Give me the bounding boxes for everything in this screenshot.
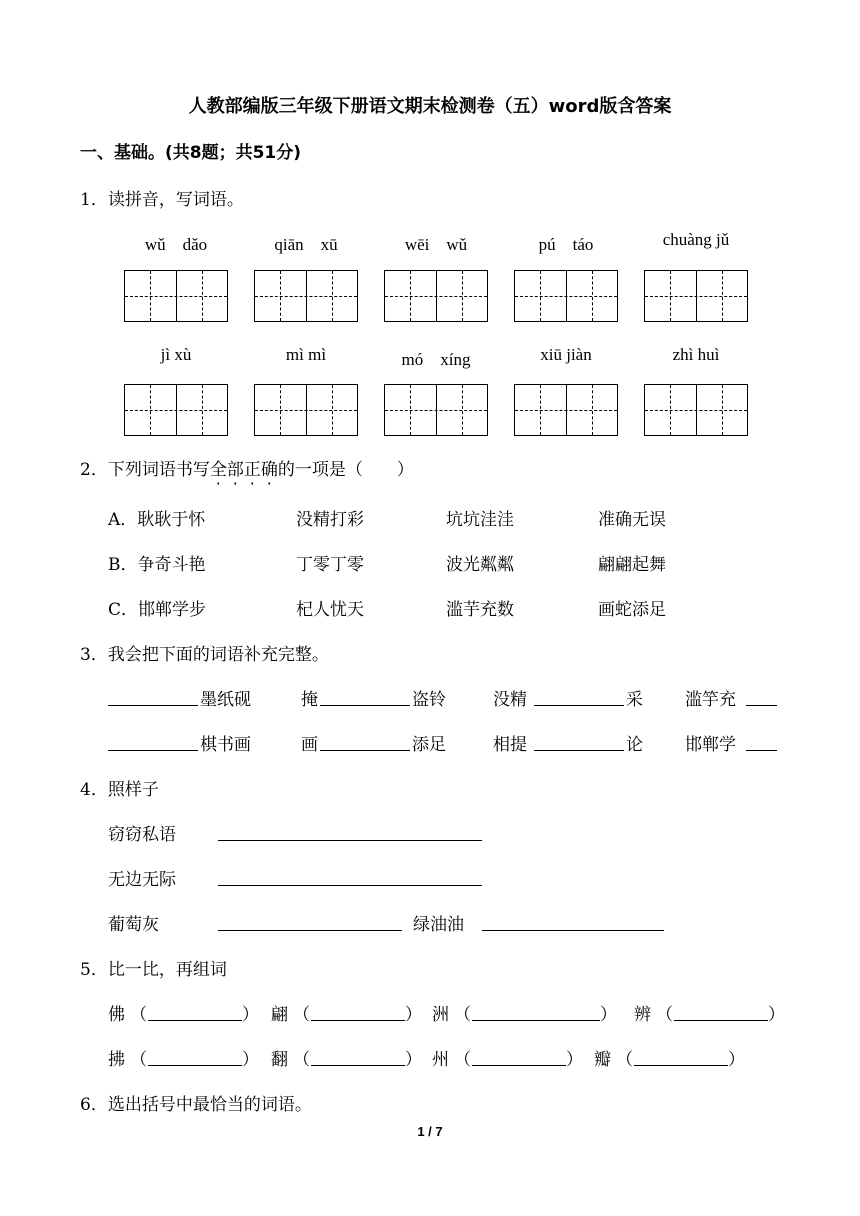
- left-paren: （: [454, 1050, 471, 1070]
- option-label[interactable]: A．耿耿于怀: [108, 510, 206, 530]
- option-word: 没精打彩: [296, 510, 364, 530]
- compare-char: 翩: [271, 1005, 288, 1025]
- idiom-part: 画: [301, 735, 318, 755]
- idiom-part: 棋书画: [200, 735, 251, 755]
- option-label[interactable]: C．邯郸学步: [108, 600, 207, 620]
- option-word: 滥芋充数: [446, 600, 514, 620]
- word-blank[interactable]: [472, 1002, 600, 1021]
- option-word: 画蛇添足: [598, 600, 666, 620]
- question-1-label: 1．读拼音，写词语。: [80, 190, 244, 210]
- q4-example-1: 窃窃私语: [108, 825, 176, 845]
- word-blank[interactable]: [674, 1002, 768, 1021]
- pinyin-label: wǔ dǎo: [144, 235, 208, 254]
- writing-grid[interactable]: [124, 384, 228, 436]
- question-2-suffix: 的一项是（ ）: [277, 460, 414, 480]
- page-number: 1 / 7: [417, 1124, 443, 1139]
- question-6-label: 6．选出括号中最恰当的词语。: [80, 1095, 312, 1115]
- fill-blank[interactable]: [320, 732, 410, 751]
- writing-grid[interactable]: [254, 270, 358, 322]
- compare-char: 佛: [108, 1005, 125, 1025]
- pinyin-label: mó xíng: [401, 350, 471, 369]
- document-title: 人教部编版三年级下册语文期末检测卷（五）word版含答案: [188, 96, 672, 117]
- right-paren: ）: [728, 1050, 745, 1070]
- writing-grid[interactable]: [514, 384, 618, 436]
- q4-answer-line-1[interactable]: [218, 822, 482, 841]
- emphasis-char: 确: [260, 460, 278, 480]
- fill-blank[interactable]: [108, 732, 198, 751]
- idiom-part: 采: [626, 690, 643, 710]
- fill-blank[interactable]: [534, 732, 624, 751]
- word-blank[interactable]: [472, 1047, 566, 1066]
- left-paren: （: [656, 1005, 673, 1025]
- right-paren: ）: [405, 1050, 422, 1070]
- fill-blank[interactable]: [746, 732, 777, 751]
- q4-answer-line-2[interactable]: [218, 867, 482, 886]
- fill-blank[interactable]: [534, 687, 624, 706]
- q4-example-2: 无边无际: [108, 870, 176, 890]
- question-2-emphasis: [210, 460, 278, 480]
- writing-grid[interactable]: [384, 384, 488, 436]
- idiom-part: 滥竽充: [685, 690, 736, 710]
- q4-answer-line-3[interactable]: [218, 912, 402, 931]
- option-word: 杞人忧天: [296, 600, 364, 620]
- compare-char: 辨: [634, 1005, 651, 1025]
- idiom-part: 墨纸砚: [200, 690, 251, 710]
- left-paren: （: [293, 1050, 310, 1070]
- pinyin-label: xiū jiàn: [540, 345, 592, 364]
- option-word: 坑坑洼洼: [446, 510, 514, 530]
- writing-grid[interactable]: [514, 270, 618, 322]
- question-5-label: 5．比一比，再组词: [80, 960, 227, 980]
- word-blank[interactable]: [311, 1047, 405, 1066]
- option-word: 准确无误: [598, 510, 666, 530]
- q4-answer-line-4[interactable]: [482, 912, 664, 931]
- section-heading-basics: 一、基础。(共8题；共51分): [80, 143, 302, 163]
- pinyin-label: mì mì: [285, 345, 327, 364]
- left-paren: （: [616, 1050, 633, 1070]
- right-paren: ）: [242, 1005, 259, 1025]
- left-paren: （: [130, 1005, 147, 1025]
- option-label[interactable]: B．争奇斗艳: [108, 555, 206, 575]
- right-paren: ）: [405, 1005, 422, 1025]
- option-word: 翩翩起舞: [598, 555, 666, 575]
- writing-grid[interactable]: [254, 384, 358, 436]
- question-2-prefix: 2．下列词语书写: [80, 460, 210, 480]
- writing-grid[interactable]: [644, 384, 748, 436]
- idiom-part: 邯郸学: [685, 735, 736, 755]
- right-paren: ）: [242, 1050, 259, 1070]
- q4-example-3: 葡萄灰: [108, 915, 159, 935]
- pinyin-label: jì xù: [160, 345, 192, 364]
- right-paren: ）: [600, 1005, 617, 1025]
- emphasis-char: 正: [243, 460, 261, 480]
- compare-char: 瓣: [594, 1050, 611, 1070]
- idiom-part: 论: [626, 735, 643, 755]
- left-paren: （: [454, 1005, 471, 1025]
- word-blank[interactable]: [148, 1002, 242, 1021]
- idiom-part: 添足: [412, 735, 446, 755]
- emphasis-char: 全: [209, 460, 227, 480]
- fill-blank[interactable]: [746, 687, 777, 706]
- compare-char: 州: [432, 1050, 449, 1070]
- pinyin-label: wēi wǔ: [404, 235, 468, 254]
- idiom-part: 没精: [493, 690, 527, 710]
- question-4-label: 4．照样子: [80, 780, 159, 800]
- pinyin-label: pú táo: [538, 235, 594, 254]
- word-blank[interactable]: [148, 1047, 242, 1066]
- writing-grid[interactable]: [124, 270, 228, 322]
- option-word: 波光粼粼: [446, 555, 514, 575]
- fill-blank[interactable]: [320, 687, 410, 706]
- word-blank[interactable]: [634, 1047, 728, 1066]
- left-paren: （: [130, 1050, 147, 1070]
- right-paren: ）: [768, 1005, 785, 1025]
- question-3-label: 3．我会把下面的词语补充完整。: [80, 645, 329, 665]
- question-2-label: [80, 455, 414, 480]
- word-blank[interactable]: [311, 1002, 405, 1021]
- pinyin-label: qiān xū: [274, 235, 338, 254]
- compare-char: 拂: [108, 1050, 125, 1070]
- idiom-part: 掩: [301, 690, 318, 710]
- left-paren: （: [293, 1005, 310, 1025]
- emphasis-char: 部: [226, 460, 244, 480]
- compare-char: 翻: [271, 1050, 288, 1070]
- idiom-part: 盗铃: [412, 690, 446, 710]
- writing-grid[interactable]: [384, 270, 488, 322]
- option-word: 丁零丁零: [296, 555, 364, 575]
- fill-blank[interactable]: [108, 687, 198, 706]
- idiom-part: 相提: [493, 735, 527, 755]
- q4-example-4: 绿油油: [413, 915, 464, 935]
- pinyin-label: zhì huì: [672, 345, 720, 364]
- pinyin-label: chuàng jǔ: [662, 230, 730, 249]
- right-paren: ）: [566, 1050, 583, 1070]
- compare-char: 洲: [432, 1005, 449, 1025]
- writing-grid[interactable]: [644, 270, 748, 322]
